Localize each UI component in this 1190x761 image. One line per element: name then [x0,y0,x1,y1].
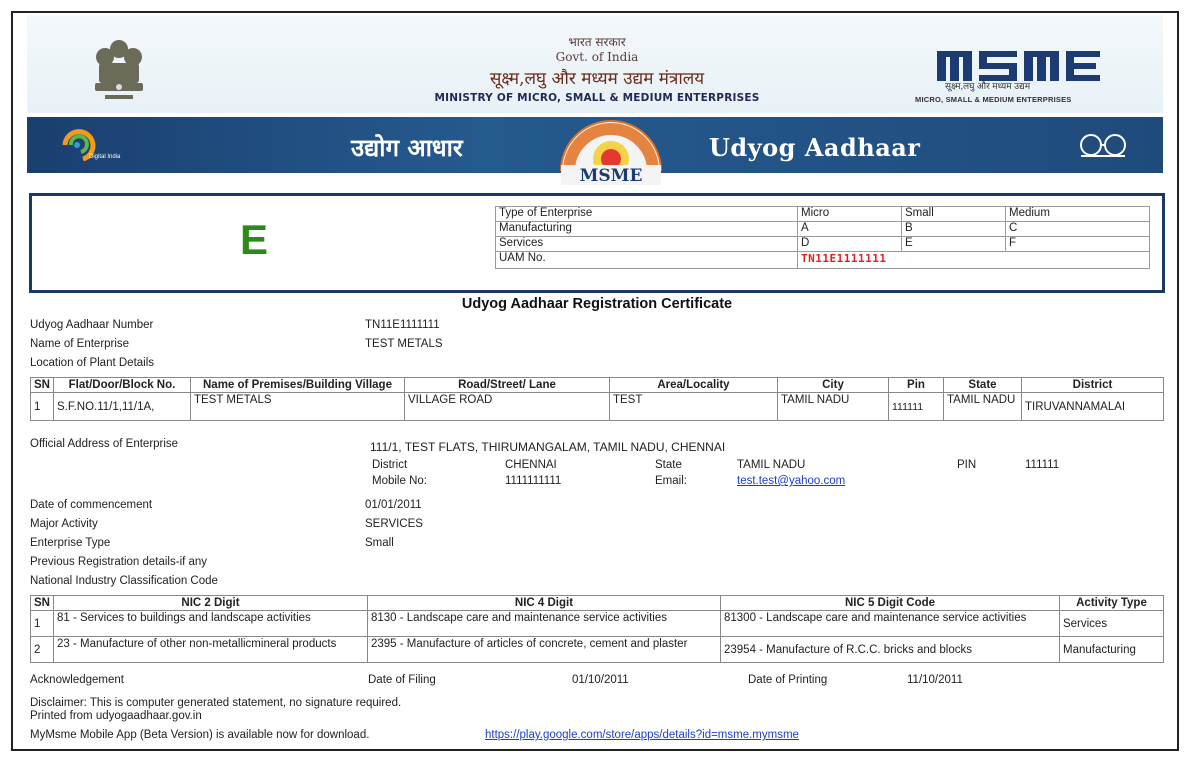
state-label: State [655,459,682,471]
type-row [496,222,1150,237]
plant-cell: 1 [31,393,54,421]
pin-value: 111111 [1025,459,1060,471]
udyog-aadhaar-banner [27,117,1163,185]
plant-header-cell: Name of Premises/Building Village [190,378,404,393]
nic-cell: 8130 - Landscape care and maintenance service activities [367,611,720,637]
banner-english-title: Udyog Aadhaar [709,133,921,162]
national-emblem-icon [85,35,153,107]
type-cell: Services [496,237,798,252]
type-cell: Small [902,207,1006,222]
filing-date-value: 01/10/2011 [572,674,629,686]
previous-registration-label: Previous Registration details-if any [30,556,208,568]
digital-india-label: Digital India [89,154,121,160]
pin-label: PIN [957,459,977,471]
type-row [496,207,1150,222]
major-activity-value: SERVICES [365,518,423,530]
mobile-label: Mobile No: [372,475,427,487]
email-label: Email: [655,475,687,487]
printing-date-label: Date of Printing [748,674,828,686]
uam-row [496,252,1150,269]
english-ministry-text: MINISTRY OF MICRO, SMALL & MEDIUM ENTERPRISES [434,92,760,104]
type-cell: Medium [1006,207,1150,222]
msme-english-subtitle: MICRO, SMALL & MEDIUM ENTERPRISES [915,95,1072,104]
nic-data-row [31,637,1164,663]
type-cell: C [1006,222,1150,237]
nic-cell: 1 [31,611,54,637]
nic-table [30,595,1164,663]
nic-cell: Services [1059,611,1163,637]
disclaimer-text: Disclaimer: This is computer generated statement, no signature required. [30,697,402,709]
type-cell: B [902,222,1006,237]
commencement-label: Date of commencement [30,499,153,511]
aadhaar-badge-icon [547,111,675,185]
official-address-value: 111/1, TEST FLATS, THIRUMANGALAM, TAMIL NADU, CHENNAI [370,440,726,454]
msme-hindi-subtitle: सूक्ष्म,लघु और मध्यम उद्यम [945,81,1031,91]
plant-data-row [31,393,1164,421]
type-cell: E [902,237,1006,252]
plant-header-cell: City [777,378,888,393]
nic-code-label: National Industry Classification Code [30,575,218,587]
printing-date-value: 11/10/2011 [907,674,963,686]
banner-hindi-title: उद्योग आधार [351,133,463,162]
plant-location-label: Location of Plant Details [30,357,155,369]
plant-header-row [31,378,1164,393]
plant-cell: S.F.NO.11/1,11/1A, [53,393,190,421]
commencement-value: 01/01/2011 [365,499,422,511]
play-store-link[interactable]: https://play.google.com/store/apps/details?id=msme.mymsme [485,729,799,741]
mobile-app-text: MyMsme Mobile App (Beta Version) is available now for download. [30,729,370,741]
nic-cell: Manufacturing [1059,637,1163,663]
printed-from-text: Printed from udyogaadhaar.gov.in [30,710,202,722]
uam-number: TN11E1111111 [801,252,887,265]
category-letter: E [240,216,269,263]
plant-cell: TEST METALS [190,393,404,421]
hindi-govt-text: भारत सरकार [568,35,626,49]
uam-value-cell [798,252,1150,269]
udyog-number-value: TN11E1111111 [365,319,440,331]
type-cell: Micro [798,207,902,222]
plant-header-cell: Pin [888,378,943,393]
hindi-ministry-text: सूक्ष्म,लघु और मध्यम उद्यम मंत्रालय [489,69,705,89]
enterprise-type-value: Small [365,537,394,549]
plant-cell: TAMIL NADU [943,393,1021,421]
state-value: TAMIL NADU [737,459,806,471]
ministry-title-block [397,33,797,104]
nic-header-row [31,596,1164,611]
enterprise-name-label: Name of Enterprise [30,338,130,350]
english-govt-text: Govt. of India [555,50,639,64]
plant-header-cell: Area/Locality [609,378,777,393]
nic-cell: 81 - Services to buildings and landscape activities [53,611,367,637]
certificate-page [11,11,1179,751]
major-activity-label: Major Activity [30,518,98,530]
email-anchor[interactable]: test.test@yahoo.com [737,475,846,487]
enterprise-category-box [29,193,1165,293]
nic-cell: 2 [31,637,54,663]
nic-header-cell: Activity Type [1059,596,1163,611]
nic-cell: 23 - Manufacture of other non-metallicmineral products [53,637,367,663]
plant-header-cell: State [943,378,1021,393]
plant-location-table [30,377,1164,421]
plant-cell: 111111 [888,393,943,421]
plant-cell: TAMIL NADU [777,393,888,421]
district-value: CHENNAI [505,459,557,471]
plant-cell: TEST [609,393,777,421]
plant-header-cell: District [1021,378,1163,393]
nic-cell: 23954 - Manufacture of R.C.C. bricks and blocks [720,637,1059,663]
acknowledgement-label: Acknowledgement [30,674,124,686]
plant-cell: VILLAGE ROAD [404,393,609,421]
enterprise-type-table [495,206,1150,269]
type-cell: D [798,237,902,252]
type-cell: A [798,222,902,237]
uam-label: UAM No. [496,252,798,269]
svg-text:MSME: MSME [579,166,643,185]
plant-header-cell: Flat/Door/Block No. [53,378,190,393]
nic-data-row [31,611,1164,637]
enterprise-name-value: TEST METALS [365,338,443,350]
official-address-label: Official Address of Enterprise [30,438,179,450]
udyog-number-label: Udyog Aadhaar Number [30,319,154,331]
nic-header-cell: NIC 4 Digit [367,596,720,611]
type-cell: Manufacturing [496,222,798,237]
ministry-header [27,15,1163,113]
type-cell: Type of Enterprise [496,207,798,222]
email-link[interactable] [737,475,845,487]
plant-header-cell: Road/Street/ Lane [404,378,609,393]
type-row [496,237,1150,252]
certificate-title: Udyog Aadhaar Registration Certificate [461,296,733,312]
district-label: District [372,459,408,471]
plant-cell: TIRUVANNAMALAI [1021,393,1163,421]
nic-header-cell: NIC 5 Digit Code [720,596,1059,611]
nic-cell: 81300 - Landscape care and maintenance service activities [720,611,1059,637]
nic-header-cell: NIC 2 Digit [53,596,367,611]
nic-cell: 2395 - Manufacture of articles of concrete, cement and plaster [367,637,720,663]
enterprise-type-label: Enterprise Type [30,537,111,549]
mobile-app-link[interactable] [485,729,799,741]
type-cell: F [1006,237,1150,252]
swachh-bharat-icon [1071,133,1135,159]
mobile-value: 1111111111 [505,475,562,487]
filing-date-label: Date of Filing [368,674,436,686]
nic-header-cell: SN [31,596,54,611]
plant-header-cell: SN [31,378,54,393]
